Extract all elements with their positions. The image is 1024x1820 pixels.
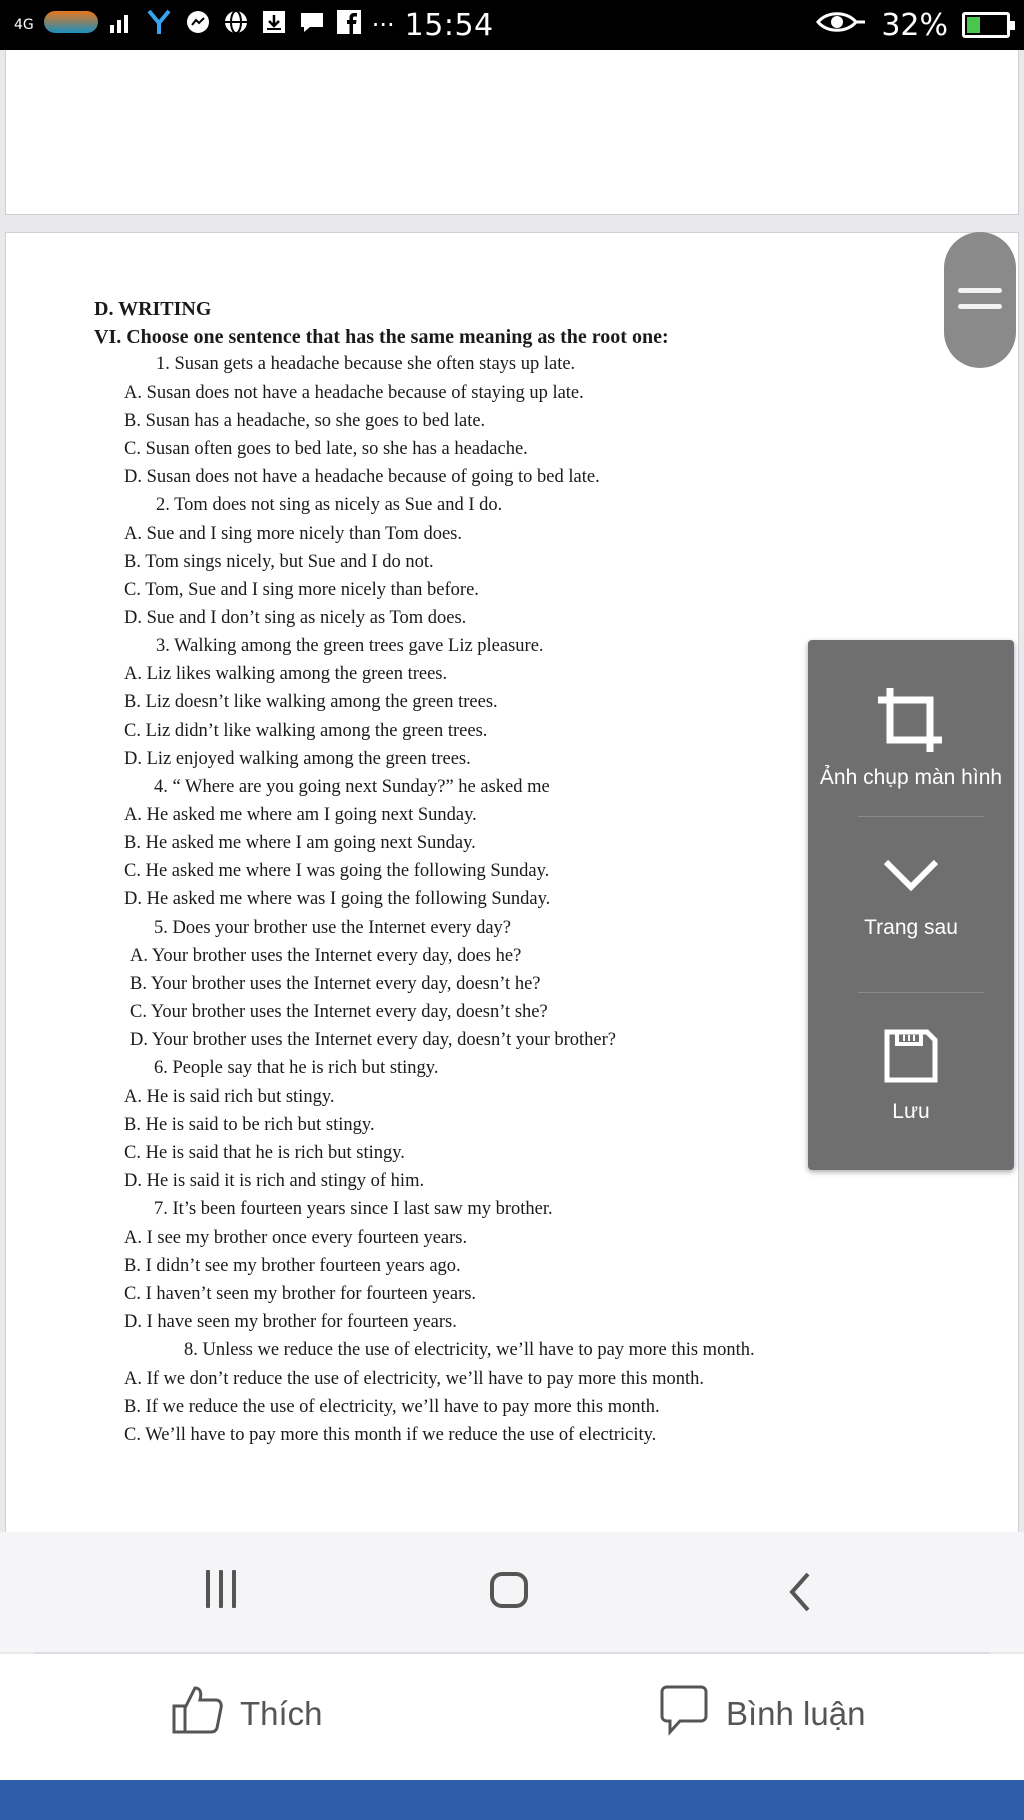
option: C. Susan often goes to bed late, so she has a headache. — [124, 439, 528, 459]
instruction: VI. Choose one sentence that has the same meaning as the root one: — [94, 326, 669, 348]
option: C. Tom, Sue and I sing more nicely than before. — [124, 580, 479, 600]
option: C. I haven’t seen my brother for fourteen years. — [124, 1284, 477, 1304]
option: B. He is said to be rich but stingy. — [124, 1115, 375, 1135]
battery-percent: 32% — [881, 7, 948, 43]
comment-button[interactable] — [656, 1684, 865, 1744]
option: D. Susan does not have a headache because of going to bed late. — [124, 467, 600, 487]
option: C. Liz didn’t like walking among the green trees. — [124, 721, 488, 741]
scroll-handle[interactable] — [944, 232, 1016, 368]
next-page-button[interactable] — [808, 816, 1014, 992]
option: D. I have seen my brother for fourteen years. — [124, 1312, 457, 1332]
carrier-logo-icon — [44, 10, 98, 40]
download-icon — [260, 8, 288, 43]
recents-button[interactable] — [206, 1570, 236, 1608]
crop-icon — [872, 682, 952, 767]
question-prompt: 7. It’s been fourteen years since I last saw my brother. — [154, 1199, 553, 1219]
option: A. He asked me where am I going next Sunday. — [124, 805, 477, 825]
question-prompt: 2. Tom does not sing as nicely as Sue and I do. — [156, 495, 503, 515]
battery-icon — [962, 12, 1010, 38]
screenshot-button[interactable] — [808, 640, 1014, 816]
option: A. Liz likes walking among the green trees. — [124, 664, 448, 684]
option: B. He asked me where I am going next Sunday. — [124, 833, 476, 853]
option: C. He is said that he is rich but stingy. — [124, 1143, 405, 1163]
option: D. He asked me where was I going the following Sunday. — [124, 889, 551, 909]
option: D. Your brother uses the Internet every day, doesn’t your brother? — [130, 1030, 617, 1050]
screenshot-floating-menu — [808, 640, 1014, 1170]
home-button[interactable] — [490, 1572, 528, 1608]
system-nav-bar — [0, 1532, 1024, 1652]
question-prompt: 8. Unless we reduce the use of electricity, we’ll have to pay more this month. — [184, 1340, 755, 1360]
save-button[interactable] — [808, 992, 1014, 1170]
status-bar — [0, 0, 1024, 50]
screenshot-label: Ảnh chụp màn hình — [819, 766, 1003, 789]
question-prompt: 1. Susan gets a headache because she often stays up late. — [156, 354, 576, 374]
fork-icon — [144, 7, 174, 44]
facebook-icon — [336, 9, 362, 42]
option: C. Your brother uses the Internet every day, doesn’t she? — [130, 1002, 548, 1022]
next-screen-status-bar — [0, 1780, 1024, 1820]
option: D. He is said it is rich and stingy of him. — [124, 1171, 425, 1191]
option: A. Your brother uses the Internet every day, does he? — [130, 946, 522, 966]
option: D. Liz enjoyed walking among the green trees. — [124, 749, 471, 769]
chat-icon — [298, 8, 326, 43]
question-prompt: 3. Walking among the green trees gave Liz pleasure. — [156, 636, 544, 656]
option: C. He asked me where I was going the following Sunday. — [124, 861, 550, 881]
thumbs-up-icon — [170, 1682, 226, 1746]
option: B. Liz doesn’t like walking among the green trees. — [124, 692, 498, 712]
option: A. If we don’t reduce the use of electricity, we’ll have to pay more this month. — [124, 1369, 704, 1389]
option: D. Sue and I don’t sing as nicely as Tom does. — [124, 608, 467, 628]
option: B. Tom sings nicely, but Sue and I do not. — [124, 552, 434, 572]
option: A. Sue and I sing more nicely than Tom does. — [124, 524, 462, 544]
question-prompt: 6. People say that he is rich but stingy. — [154, 1058, 439, 1078]
option: B. Susan has a headache, so she goes to bed late. — [124, 411, 486, 431]
signal-icon — [14, 18, 34, 32]
network-type: 4G — [14, 17, 34, 33]
back-button[interactable] — [784, 1570, 814, 1619]
messenger-icon — [184, 8, 212, 43]
question-prompt: 5. Does your brother use the Internet every day? — [154, 918, 512, 938]
like-button[interactable] — [170, 1684, 323, 1744]
like-label: Thích — [240, 1695, 323, 1732]
option: B. Your brother uses the Internet every day, doesn’t he? — [130, 974, 541, 994]
option: A. I see my brother once every fourteen years. — [124, 1228, 468, 1248]
option: A. Susan does not have a headache because of staying up late. — [124, 383, 584, 403]
chevron-down-icon — [881, 854, 941, 901]
eye-icon — [815, 8, 867, 43]
next-page-label: Trang sau — [864, 916, 958, 939]
wifi-signal-icon — [108, 9, 134, 42]
section-title: D. WRITING — [94, 298, 212, 320]
save-icon — [881, 1026, 941, 1091]
question-prompt: 4. “ Where are you going next Sunday?” he asked me — [154, 777, 550, 797]
option: C. We’ll have to pay more this month if we reduce the use of electricity. — [124, 1425, 657, 1445]
comment-icon — [656, 1682, 712, 1746]
save-label: Lưu — [892, 1100, 930, 1123]
option: A. He is said rich but stingy. — [124, 1087, 335, 1107]
more-icon: ··· — [371, 11, 395, 39]
post-actions — [0, 1654, 1024, 1780]
option: B. I didn’t see my brother fourteen years ago. — [124, 1256, 461, 1276]
globe-icon — [222, 8, 250, 43]
status-time: 15:54 — [404, 7, 494, 43]
option: B. If we reduce the use of electricity, we’ll have to pay more this month. — [124, 1397, 660, 1417]
comment-label: Bình luận — [726, 1695, 866, 1732]
previous-post-card — [5, 50, 1019, 215]
